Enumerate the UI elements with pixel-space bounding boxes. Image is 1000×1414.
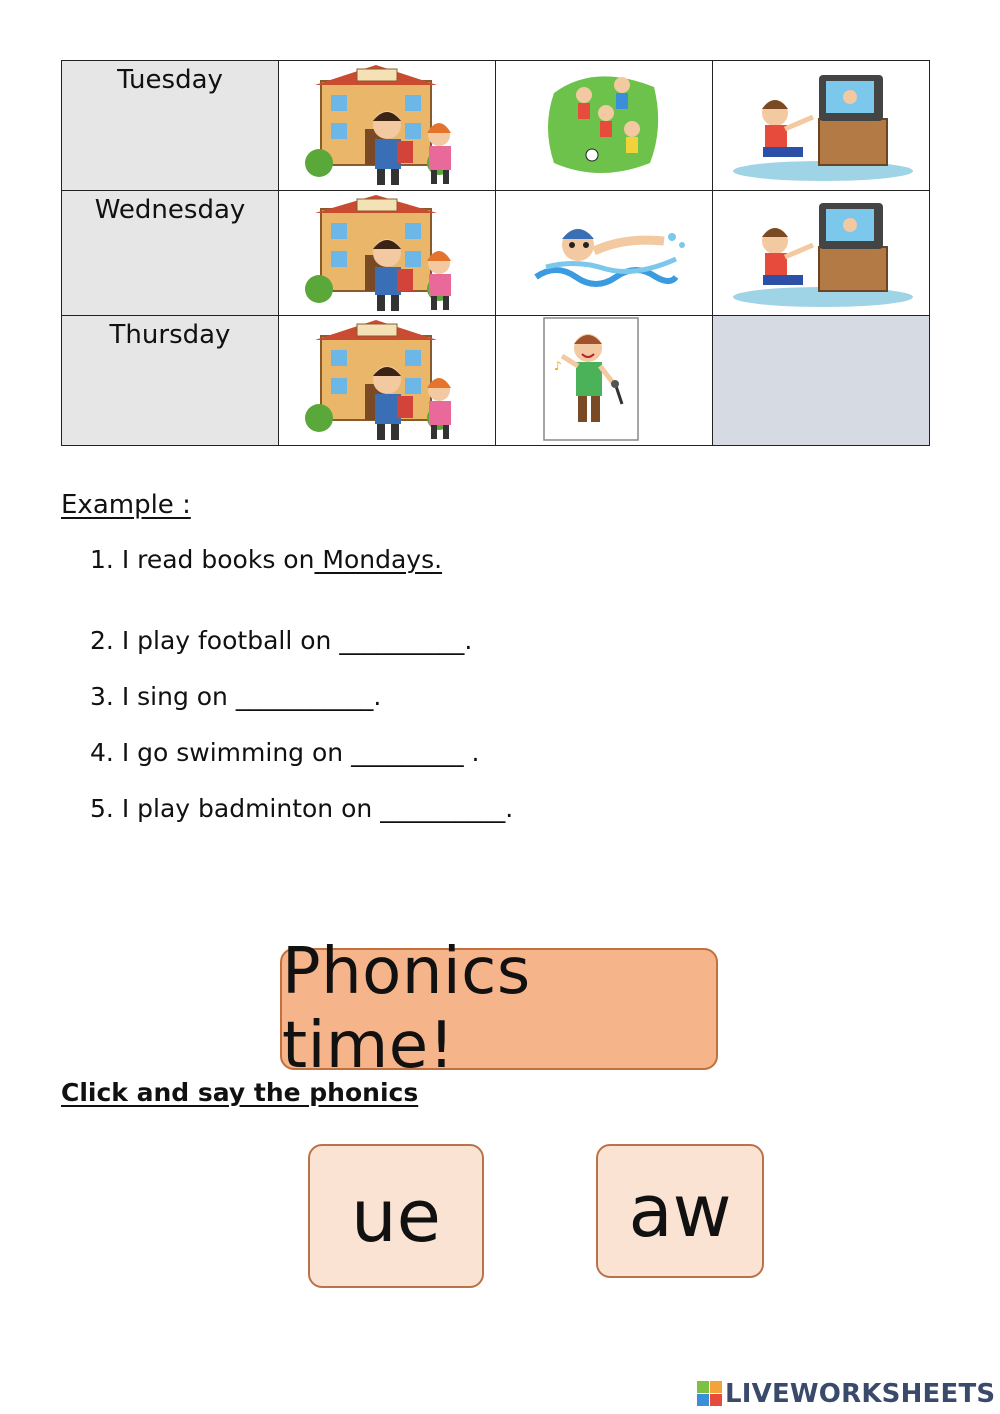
singing-icon <box>496 316 712 445</box>
school-picture <box>279 61 496 191</box>
sentence-end: . <box>464 626 473 655</box>
answer-blank[interactable]: __________ <box>380 794 506 823</box>
schedule-row-tuesday <box>62 61 930 191</box>
brand-name: LIVEWORKSHEETS <box>725 1379 996 1409</box>
watching-tv-picture <box>713 191 930 316</box>
television-icon <box>713 191 929 315</box>
sentence-end: . <box>505 794 514 823</box>
sentence-number: 2. <box>90 626 114 655</box>
singing-picture <box>496 316 713 446</box>
sentence-text: I play football on <box>121 626 332 655</box>
answer-blank[interactable]: _________ <box>351 738 464 767</box>
swimming-picture <box>496 191 713 316</box>
sentence-text: I go swimming on <box>121 738 344 767</box>
football-picture <box>496 61 713 191</box>
phonics-card-aw[interactable]: aw <box>596 1144 764 1278</box>
football-icon <box>496 61 712 190</box>
schedule-row-wednesday <box>62 191 930 316</box>
day-label-tuesday: Tuesday <box>62 61 279 191</box>
phonics-instruction: Click and say the phonics <box>61 1078 419 1107</box>
liveworksheets-logo-icon <box>697 1381 723 1407</box>
weekly-schedule-table <box>61 60 930 446</box>
sentence-number: 3. <box>90 682 114 711</box>
phonics-card-ue[interactable]: ue <box>308 1144 484 1288</box>
school-icon <box>279 61 495 190</box>
swimming-icon <box>496 191 712 315</box>
question-sentence-4 <box>90 738 479 767</box>
question-sentence-5 <box>90 794 513 823</box>
school-icon <box>279 316 495 445</box>
empty-cell <box>713 316 930 446</box>
sentence-text: I play badminton on <box>121 794 373 823</box>
school-picture <box>279 191 496 316</box>
svg-text:♪: ♪ <box>554 359 562 373</box>
liveworksheets-brand[interactable] <box>697 1374 995 1414</box>
sentence-number: 1. <box>90 545 114 574</box>
sentence-number: 5. <box>90 794 114 823</box>
sentence-end: . <box>373 682 382 711</box>
example-answer: Mondays. <box>314 545 443 574</box>
television-icon <box>713 61 929 190</box>
question-sentence-2 <box>90 626 472 655</box>
sentence-text: I read books on <box>121 545 315 574</box>
question-sentence-3 <box>90 682 381 711</box>
sentence-end: . <box>463 738 480 767</box>
schedule-row-thursday <box>62 316 930 446</box>
day-label-wednesday: Wednesday <box>62 191 279 316</box>
sentence-number: 4. <box>90 738 114 767</box>
phonics-banner: Phonics time! <box>280 948 718 1070</box>
example-heading: Example : <box>61 490 191 520</box>
answer-blank[interactable]: __________ <box>339 626 465 655</box>
answer-blank[interactable]: ___________ <box>235 682 374 711</box>
example-sentence <box>90 545 442 574</box>
watching-tv-picture <box>713 61 930 191</box>
school-picture <box>279 316 496 446</box>
school-icon <box>279 191 495 315</box>
day-label-thursday: Thursday <box>62 316 279 446</box>
sentence-text: I sing on <box>121 682 228 711</box>
